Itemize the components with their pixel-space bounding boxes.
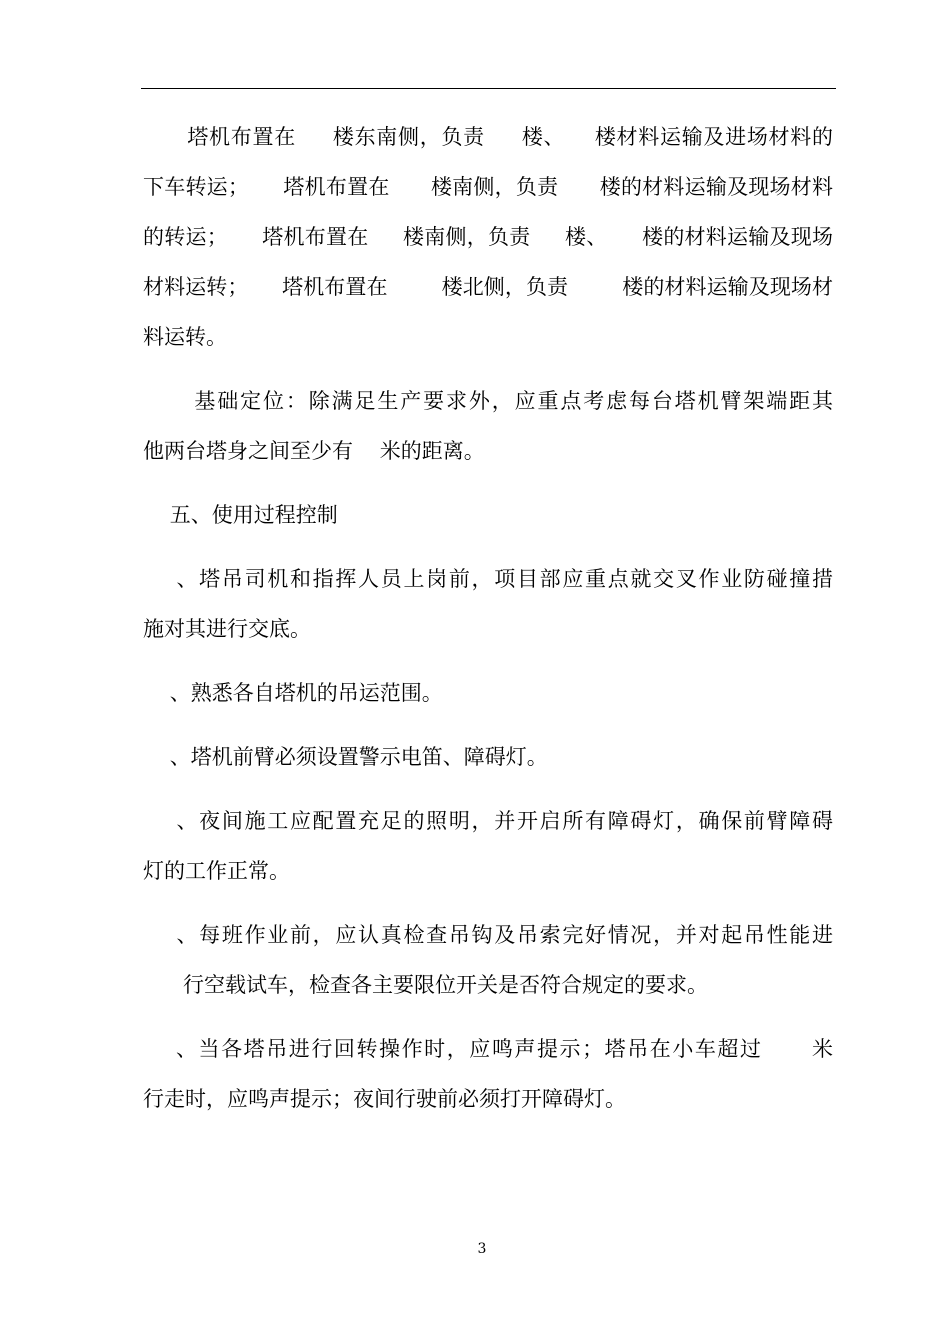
list-item	[143, 732, 833, 782]
text-line: 材料运转； 塔机布置在 楼北侧，负责 楼的材料运输及现场材	[143, 275, 833, 299]
paragraph-tower-crane-layout	[143, 112, 833, 362]
text-line: 他两台塔身之间至少有 米的距离。	[143, 439, 485, 463]
text-line: 塔机布置在 楼东南侧，负责 楼、 楼材料运输及进场材料的	[143, 125, 833, 149]
text-line: 行走时，应鸣声提示；夜间行驶前必须打开障碍灯。	[143, 1087, 626, 1111]
text-line: 、夜间施工应配置充足的照明，并开启所有障碍灯，确保前臂障碍	[143, 809, 833, 833]
list-item	[143, 796, 833, 896]
section-heading-usage-control	[143, 490, 833, 540]
list-item	[143, 910, 833, 1010]
header-rule	[141, 88, 836, 89]
text-line: 基础定位：除满足生产要求外，应重点考虑每台塔机臂架端距其	[143, 389, 833, 413]
text-line: 施对其进行交底。	[143, 617, 311, 641]
text-line: 料运转。	[143, 325, 227, 349]
document-body	[143, 112, 833, 1138]
page-number-left-mark	[464, 1241, 478, 1257]
text-line: 五、使用过程控制	[143, 503, 338, 527]
paragraph-foundation-positioning	[143, 376, 833, 476]
text-line: 行空载试车，检查各主要限位开关是否符合规定的要求。	[143, 973, 709, 997]
text-line: 的转运； 塔机布置在 楼南侧，负责 楼、 楼的材料运输及现场	[143, 225, 833, 249]
page-number-right-mark	[486, 1241, 500, 1257]
page-number-value: 3	[477, 1241, 487, 1257]
list-item	[143, 668, 833, 718]
text-line: 、塔机前臂必须设置警示电笛、障碍灯。	[143, 745, 548, 769]
text-line: 、熟悉各自塔机的吊运范围。	[143, 681, 443, 705]
text-line: 、每班作业前，应认真检查吊钩及吊索完好情况，并对起吊性能进	[143, 923, 833, 947]
page-number	[0, 1238, 950, 1258]
list-item	[143, 1024, 833, 1124]
text-line: 、当各塔吊进行回转操作时，应鸣声提示；塔吊在小车超过 米	[143, 1037, 833, 1061]
text-line: 、塔吊司机和指挥人员上岗前，项目部应重点就交叉作业防碰撞措	[143, 567, 833, 591]
text-line: 下车转运； 塔机布置在 楼南侧，负责 楼的材料运输及现场材料	[143, 175, 833, 199]
list-item	[143, 554, 833, 654]
text-line: 灯的工作正常。	[143, 859, 290, 883]
